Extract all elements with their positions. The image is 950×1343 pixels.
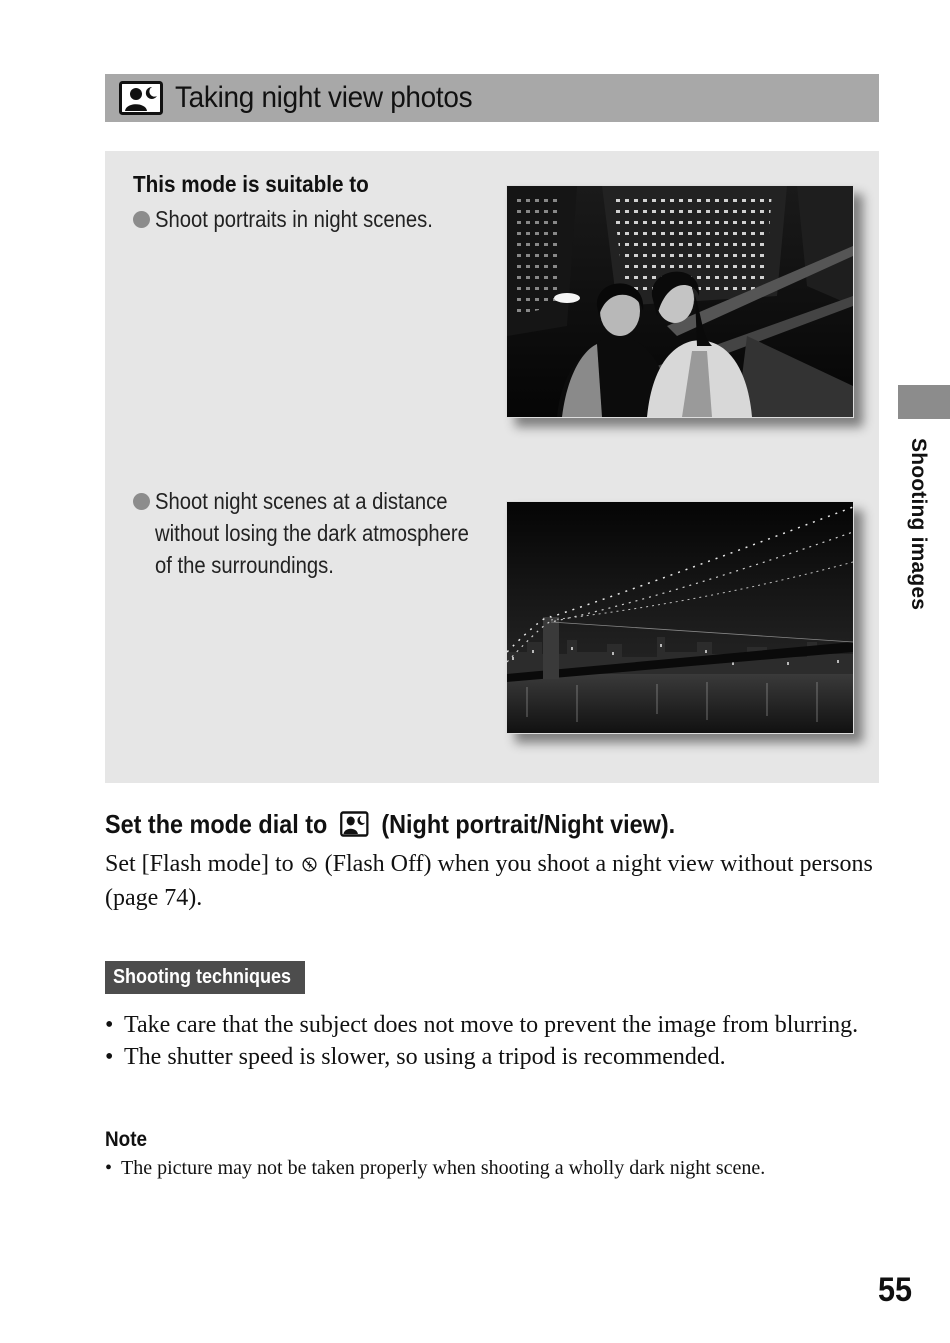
section-side-label: Shooting images: [907, 438, 930, 611]
techniques-badge: [105, 961, 305, 994]
step-desc-after: (Flash Off) when you shoot a night view without persons (page 74).: [105, 851, 873, 911]
step-heading-prefix: Set the mode dial to: [105, 808, 328, 839]
section-title-bar: [105, 74, 879, 122]
suitable-panel: [105, 151, 879, 783]
list-item-text: Shoot portraits in night scenes.: [155, 206, 433, 232]
section-tab-marker: [898, 385, 950, 419]
list-item: • The shutter speed is slower, so using a tripod is recommended.: [105, 1041, 865, 1073]
list-item: [133, 203, 540, 235]
night-portrait-photo: [506, 185, 854, 418]
panel-heading: This mode is suitable to: [133, 171, 369, 197]
bullet-dot-icon: [133, 493, 150, 510]
note-heading: Note: [105, 1128, 148, 1151]
list-item: • Take care that the subject does not move to prevent the image from blurring.: [105, 1009, 865, 1041]
list-item: • The picture may not be taken properly when shooting a wholly dark night scene.: [105, 1154, 885, 1182]
flash-off-icon: [302, 857, 317, 872]
techniques-list: [105, 1009, 865, 1073]
night-bridge-photo: [506, 501, 854, 734]
page-title: Taking night view photos: [175, 81, 473, 114]
list-item: [133, 485, 540, 581]
step-description: [105, 847, 875, 915]
bullet-dot-icon: [133, 211, 150, 228]
night-portrait-icon: [340, 811, 369, 837]
step-heading-suffix: (Night portrait/Night view).: [381, 808, 676, 839]
page-number: 55: [878, 1271, 913, 1309]
techniques-label: Shooting techniques: [113, 966, 292, 988]
list-item-text: Shoot night scenes at a distance without losing the dark atmosphere of the surroundings.: [155, 488, 469, 578]
step-desc-before: Set [Flash mode] to: [105, 851, 294, 877]
note-list: [105, 1154, 885, 1182]
night-portrait-icon: [119, 81, 163, 115]
step-heading: [105, 806, 675, 842]
